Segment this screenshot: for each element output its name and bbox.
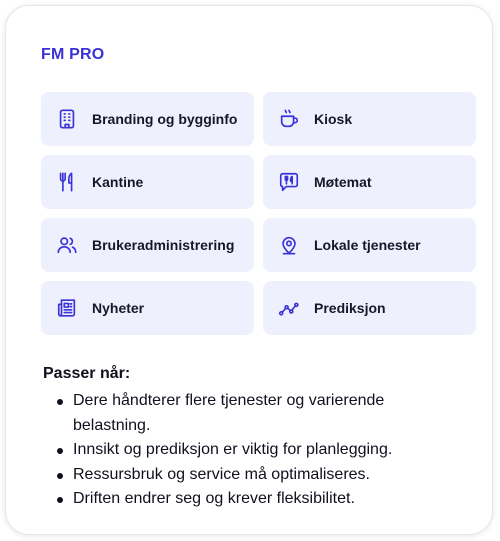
- fm-pro-card: [5, 5, 493, 535]
- module-label: Prediksjon: [314, 300, 386, 316]
- map-pin-icon: [278, 234, 300, 256]
- module-motemat[interactable]: [263, 155, 476, 209]
- module-label: Møtemat: [314, 174, 372, 190]
- module-kiosk[interactable]: [263, 92, 476, 146]
- list-item: Driften endrer seg og krever fleksibilitet.: [63, 487, 463, 512]
- module-label: Branding og bygginfo: [92, 111, 238, 127]
- module-branding[interactable]: [41, 92, 254, 146]
- list-item: Ressursbruk og service må optimaliseres.: [63, 463, 463, 488]
- fit-list: [43, 389, 463, 512]
- module-kantine[interactable]: [41, 155, 254, 209]
- module-brukeradministrering[interactable]: [41, 218, 254, 272]
- list-item: Dere håndterer flere tjenester og varierende belastning.: [63, 389, 463, 438]
- building-icon: [56, 108, 78, 130]
- trend-line-icon: [278, 297, 300, 319]
- module-grid: [41, 92, 479, 335]
- coffee-cup-icon: [278, 108, 300, 130]
- module-label: Kiosk: [314, 111, 353, 127]
- module-label: Lokale tjenester: [314, 237, 421, 253]
- module-label: Kantine: [92, 174, 144, 190]
- newspaper-icon: [56, 297, 78, 319]
- module-lokale-tjenester[interactable]: [263, 218, 476, 272]
- module-label: Brukeradministrering: [92, 237, 235, 253]
- users-icon: [56, 234, 78, 256]
- fit-section: [43, 363, 463, 512]
- list-item: Innsikt og prediksjon er viktig for planlegging.: [63, 438, 463, 463]
- module-prediksjon[interactable]: [263, 281, 476, 335]
- fit-title: Passer når:: [43, 365, 131, 382]
- utensils-icon: [56, 171, 78, 193]
- product-title: FM PRO: [41, 46, 105, 63]
- module-label: Nyheter: [92, 300, 145, 316]
- meeting-food-icon: [278, 171, 300, 193]
- module-nyheter[interactable]: [41, 281, 254, 335]
